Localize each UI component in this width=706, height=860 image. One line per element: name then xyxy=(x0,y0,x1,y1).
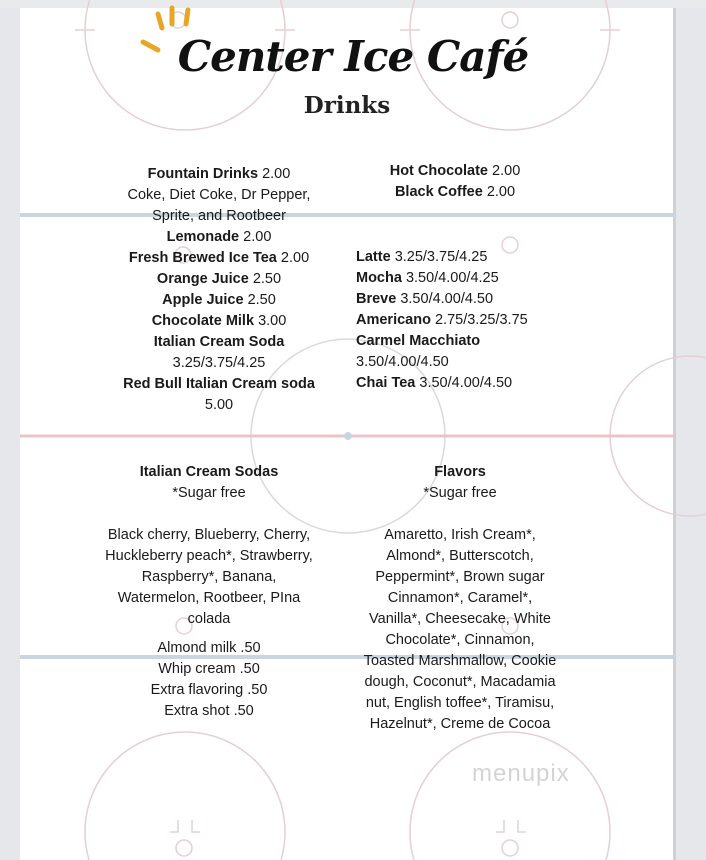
section-title: Drinks xyxy=(303,92,391,119)
hot-drinks-list xyxy=(330,161,580,203)
sodas-section xyxy=(84,462,334,722)
item-name: Black Coffee xyxy=(394,184,483,200)
menu-item xyxy=(356,268,616,289)
item-name: Orange Juice xyxy=(156,271,249,287)
menu-item xyxy=(356,373,616,394)
menu-item xyxy=(94,332,344,353)
faceoff-circle xyxy=(410,732,610,860)
soda-flavor-line: Watermelon, Rootbeer, PIna xyxy=(117,590,301,606)
menu-item xyxy=(94,290,344,311)
item-name: Hot Chocolate xyxy=(389,163,488,179)
item-name: Red Bull Italian Cream soda xyxy=(123,376,315,392)
menu-item xyxy=(94,164,344,185)
flavor-line: Vanilla*, Cheesecake, White xyxy=(369,611,551,627)
flavor-line: Almond*, Butterscotch, xyxy=(386,548,534,564)
item-name: Chai Tea xyxy=(356,375,416,391)
menu-item: 3.50/4.00/4.50 xyxy=(356,354,449,370)
menu-item xyxy=(94,269,344,290)
menu-item xyxy=(94,227,344,248)
item-name: Apple Juice xyxy=(162,292,244,308)
sodas-note: *Sugar free xyxy=(172,485,246,501)
center-dot xyxy=(344,432,352,440)
item-price: 3.50/4.00/4.25 xyxy=(405,270,499,286)
flavor-line: Toasted Marshmallow, Cookie xyxy=(363,653,557,669)
item-name: Carmel Macchiato xyxy=(356,333,481,349)
watermark: menupix xyxy=(472,760,570,787)
soda-flavor-line: Raspberry*, Banana, xyxy=(141,569,277,585)
item-price: 3.00 xyxy=(258,313,287,329)
item-name: Mocha xyxy=(356,270,402,286)
flavor-line: Cinnamon*, Caramel*, xyxy=(387,590,533,606)
soda-flavor-line: Black cherry, Blueberry, Cherry, xyxy=(107,527,311,543)
menu-item xyxy=(330,161,580,182)
menu-item: 3.25/3.75/4.25 xyxy=(172,355,266,371)
left-drinks-list xyxy=(94,164,344,416)
flavor-line: Amaretto, Irish Cream*, xyxy=(384,527,536,543)
extra-item: Whip cream .50 xyxy=(158,661,260,677)
item-name: Italian Cream Soda xyxy=(153,334,285,350)
item-price: 2.00 xyxy=(243,229,272,245)
flavor-line: Peppermint*, Brown sugar xyxy=(375,569,545,585)
menu-item xyxy=(94,248,344,269)
menu-item xyxy=(356,289,616,310)
item-price: 2.00 xyxy=(492,163,521,179)
flavors-note: *Sugar free xyxy=(423,485,497,501)
item-name: Latte xyxy=(356,249,391,265)
flavor-line: Chocolate*, Cinnamon, xyxy=(385,632,535,648)
sodas-heading: Italian Cream Sodas xyxy=(139,464,279,480)
menu-item: 5.00 xyxy=(204,397,234,413)
item-price: 2.00 xyxy=(262,166,291,182)
item-price: 2.50 xyxy=(247,292,276,308)
flavor-line: nut, English toffee*, Tiramisu, xyxy=(365,695,555,711)
menu-item: Coke, Diet Coke, Dr Pepper, xyxy=(127,187,311,203)
item-price: 3.25/3.75/4.25 xyxy=(394,249,488,265)
flavor-line: dough, Coconut*, Macadamia xyxy=(364,674,556,690)
menu-item xyxy=(330,182,580,203)
flavor-line: Hazelnut*, Creme de Cocoa xyxy=(369,716,551,732)
menu-item xyxy=(356,310,616,331)
menu-item xyxy=(94,374,344,395)
menu-item xyxy=(356,331,616,352)
soda-flavor-line: colada xyxy=(187,611,231,627)
page-title: Center Ice Café xyxy=(177,32,529,81)
item-name: Fresh Brewed Ice Tea xyxy=(128,250,277,266)
item-name: Americano xyxy=(356,312,431,328)
menu-item: Sprite, and Rootbeer xyxy=(152,208,286,224)
item-name: Breve xyxy=(356,291,397,307)
menu-item xyxy=(94,311,344,332)
item-price: 3.50/4.00/4.50 xyxy=(419,375,513,391)
faceoff-dot xyxy=(502,840,518,856)
item-price: 2.50 xyxy=(252,271,282,287)
item-price: 2.00 xyxy=(280,250,310,266)
faceoff-dot xyxy=(502,12,518,28)
flavors-section xyxy=(330,462,590,735)
menu-item xyxy=(356,247,616,268)
item-price: 2.00 xyxy=(486,184,516,200)
extra-item: Extra shot .50 xyxy=(164,703,254,719)
item-name: Chocolate Milk xyxy=(151,313,255,329)
item-name: Lemonade xyxy=(166,229,240,245)
item-price: 2.75/3.25/3.75 xyxy=(434,312,528,328)
item-name: Fountain Drinks xyxy=(147,166,259,182)
extra-item: Extra flavoring .50 xyxy=(150,682,268,698)
flavors-heading: Flavors xyxy=(434,464,486,480)
item-price: 3.50/4.00/4.50 xyxy=(400,291,494,307)
soda-flavor-line: Huckleberry peach*, Strawberry, xyxy=(105,548,313,564)
faceoff-dot xyxy=(176,840,192,856)
espresso-list xyxy=(356,247,616,394)
extra-item: Almond milk .50 xyxy=(157,640,261,656)
